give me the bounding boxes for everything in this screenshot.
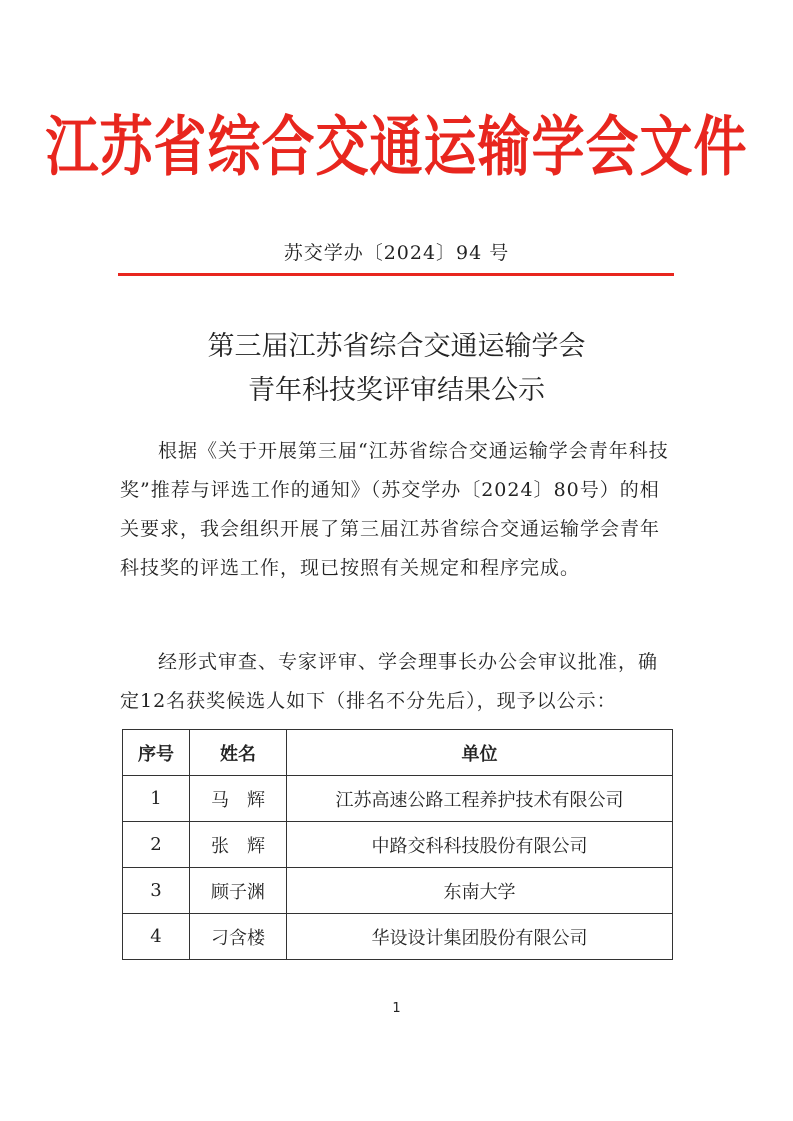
cell-organization: 中路交科科技股份有限公司	[287, 822, 673, 868]
table-row	[123, 776, 673, 822]
body-paragraph-1: 根据《关于开展第三届“江苏省综合交通运输学会青年科技奖”推荐与评选工作的通知》（苏交学办〔2024〕80号）的相关要求，我会组织开展了第三届江苏省综合交通运输学会青年科技奖的评选工作，现已按照有关规定和程序完成。	[120, 440, 669, 579]
cell-name: 张 辉	[190, 822, 287, 868]
cell-name: 马 辉	[190, 776, 287, 822]
cell-number: 2	[123, 822, 190, 868]
table-row	[123, 868, 673, 914]
cell-name: 刁含楼	[190, 914, 287, 960]
body-paragraph-2: 经形式审查、专家评审、学会理事长办公会审议批准，确定12名获奖候选人如下（排名不分先后），现予以公示：	[120, 651, 659, 712]
document-header-title: 江苏省综合交通运输学会文件	[45, 110, 748, 186]
notice-title	[0, 325, 793, 413]
cell-organization: 东南大学	[287, 868, 673, 914]
table-header-row	[123, 730, 673, 776]
cell-organization: 华设设计集团股份有限公司	[287, 914, 673, 960]
table-row	[123, 822, 673, 868]
page-number: 1	[392, 1001, 401, 1016]
document-number: 苏交学办〔2024〕94 号	[283, 242, 510, 264]
cell-number: 4	[123, 914, 190, 960]
header-cell-organization: 单位	[287, 730, 673, 776]
notice-title-line-1: 第三届江苏省综合交通运输学会	[207, 331, 586, 362]
notice-title-line-2: 青年科技奖评审结果公示	[248, 375, 545, 406]
winners-table	[122, 729, 673, 960]
cell-name: 顾子渊	[190, 868, 287, 914]
cell-number: 3	[123, 868, 190, 914]
header-red-divider	[118, 273, 674, 276]
cell-organization: 江苏高速公路工程养护技术有限公司	[287, 776, 673, 822]
header-cell-number: 序号	[123, 730, 190, 776]
table-row	[123, 914, 673, 960]
header-cell-name: 姓名	[190, 730, 287, 776]
cell-number: 1	[123, 776, 190, 822]
